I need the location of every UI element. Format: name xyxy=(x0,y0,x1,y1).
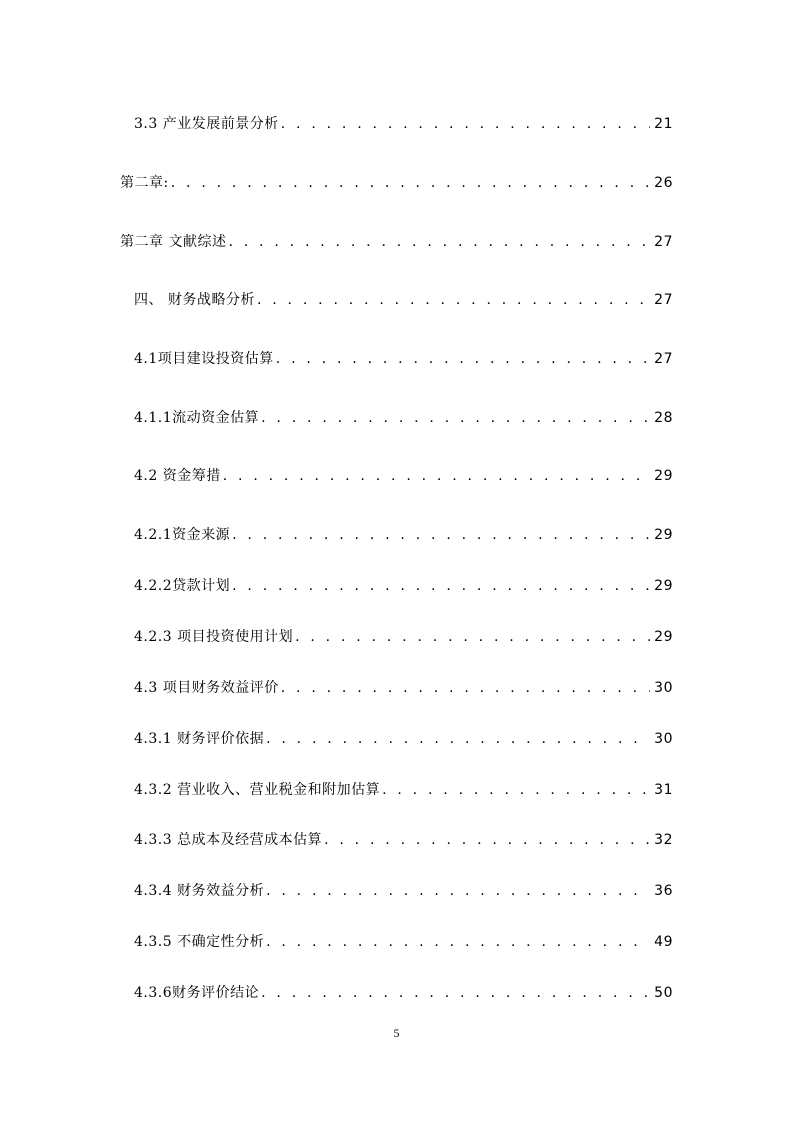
dot-leader xyxy=(232,525,650,545)
dot-leader xyxy=(266,729,650,749)
dot-leader xyxy=(324,830,650,850)
toc-entry-label: 第二章 文献综述 xyxy=(120,234,227,250)
dot-leader xyxy=(276,349,650,369)
toc-entry-page: 29 xyxy=(654,527,673,543)
toc-entry-4-2-2[interactable] xyxy=(134,572,673,596)
dot-leader xyxy=(266,881,650,901)
toc-entry-label: 4.3.1 财务评价依据 xyxy=(134,731,265,747)
toc-entry-4-2[interactable] xyxy=(134,462,673,486)
toc-entry-page: 21 xyxy=(654,116,673,132)
page-number: 5 xyxy=(393,1026,400,1040)
toc-entry-4-3-2[interactable] xyxy=(134,776,673,800)
toc-entry-4-3-1[interactable] xyxy=(134,725,673,749)
dot-leader xyxy=(171,173,650,193)
dot-leader xyxy=(281,678,650,698)
dot-leader xyxy=(382,780,650,800)
toc-entry-4-3-6[interactable] xyxy=(134,979,673,1003)
toc-entry-label: 4.3.4 财务效益分析 xyxy=(134,883,265,899)
dot-leader xyxy=(257,290,650,310)
toc-entry-label: 4.3.5 不确定性分析 xyxy=(134,934,265,950)
dot-leader xyxy=(261,983,650,1003)
toc-entry-3-3[interactable] xyxy=(134,110,673,134)
toc-entry-4-3-4[interactable] xyxy=(134,877,673,901)
toc-entry-label: 4.3.2 营业收入、营业税金和附加估算 xyxy=(134,782,381,798)
toc-entry-page: 30 xyxy=(654,731,673,747)
toc-entry-page: 28 xyxy=(654,410,673,426)
toc-entry-page: 27 xyxy=(654,234,673,250)
toc-entry-label: 4.2.2贷款计划 xyxy=(134,578,231,594)
toc-entry-page: 29 xyxy=(654,578,673,594)
toc-entry-label: 4.2 资金筹措 xyxy=(134,468,221,484)
toc-entry-label: 4.3 项目财务效益评价 xyxy=(134,680,279,696)
toc-entry-section-4[interactable] xyxy=(134,286,673,310)
dot-leader xyxy=(281,114,650,134)
toc-entry-label: 4.1项目建设投资估算 xyxy=(134,351,274,367)
toc-entry-label: 4.1.1流动资金估算 xyxy=(134,410,260,426)
toc-entry-page: 32 xyxy=(654,832,673,848)
toc-entry-4-1-1[interactable] xyxy=(134,404,673,428)
dot-leader xyxy=(228,232,650,252)
toc-entry-page: 26 xyxy=(654,175,673,191)
toc-entry-label: 第二章: xyxy=(120,175,169,191)
toc-entry-page: 30 xyxy=(654,680,673,696)
dot-leader xyxy=(266,932,650,952)
toc-entry-4-1[interactable] xyxy=(134,345,673,369)
dot-leader xyxy=(261,408,650,428)
toc-entry-4-2-3[interactable] xyxy=(134,623,673,647)
toc-entry-4-3[interactable] xyxy=(134,674,673,698)
toc-entry-label: 4.3.3 总成本及经营成本估算 xyxy=(134,832,323,848)
toc-entry-chapter-2-literature[interactable] xyxy=(120,228,673,252)
toc-entry-4-3-5[interactable] xyxy=(134,928,673,952)
dot-leader xyxy=(295,627,650,647)
toc-entry-chapter-2[interactable] xyxy=(120,169,673,193)
toc-entry-page: 36 xyxy=(654,883,673,899)
toc-entry-page: 29 xyxy=(654,629,673,645)
toc-entry-label: 3.3 产业发展前景分析 xyxy=(134,116,279,132)
toc-entry-label: 4.2.3 项目投资使用计划 xyxy=(134,629,294,645)
dot-leader xyxy=(232,576,650,596)
toc-entry-page: 27 xyxy=(654,351,673,367)
toc-entry-page: 31 xyxy=(654,782,673,798)
toc-entry-label: 4.3.6财务评价结论 xyxy=(134,985,260,1001)
toc-entry-page: 50 xyxy=(654,985,673,1001)
toc-entry-label: 4.2.1资金来源 xyxy=(134,527,231,543)
toc-entry-page: 27 xyxy=(654,292,673,308)
toc-entry-4-3-3[interactable] xyxy=(134,826,673,850)
toc-entry-label: 四、 财务战略分析 xyxy=(134,292,255,308)
toc-entry-page: 49 xyxy=(654,934,673,950)
toc-entry-page: 29 xyxy=(654,468,673,484)
dot-leader xyxy=(223,466,650,486)
toc-entry-4-2-1[interactable] xyxy=(134,521,673,545)
